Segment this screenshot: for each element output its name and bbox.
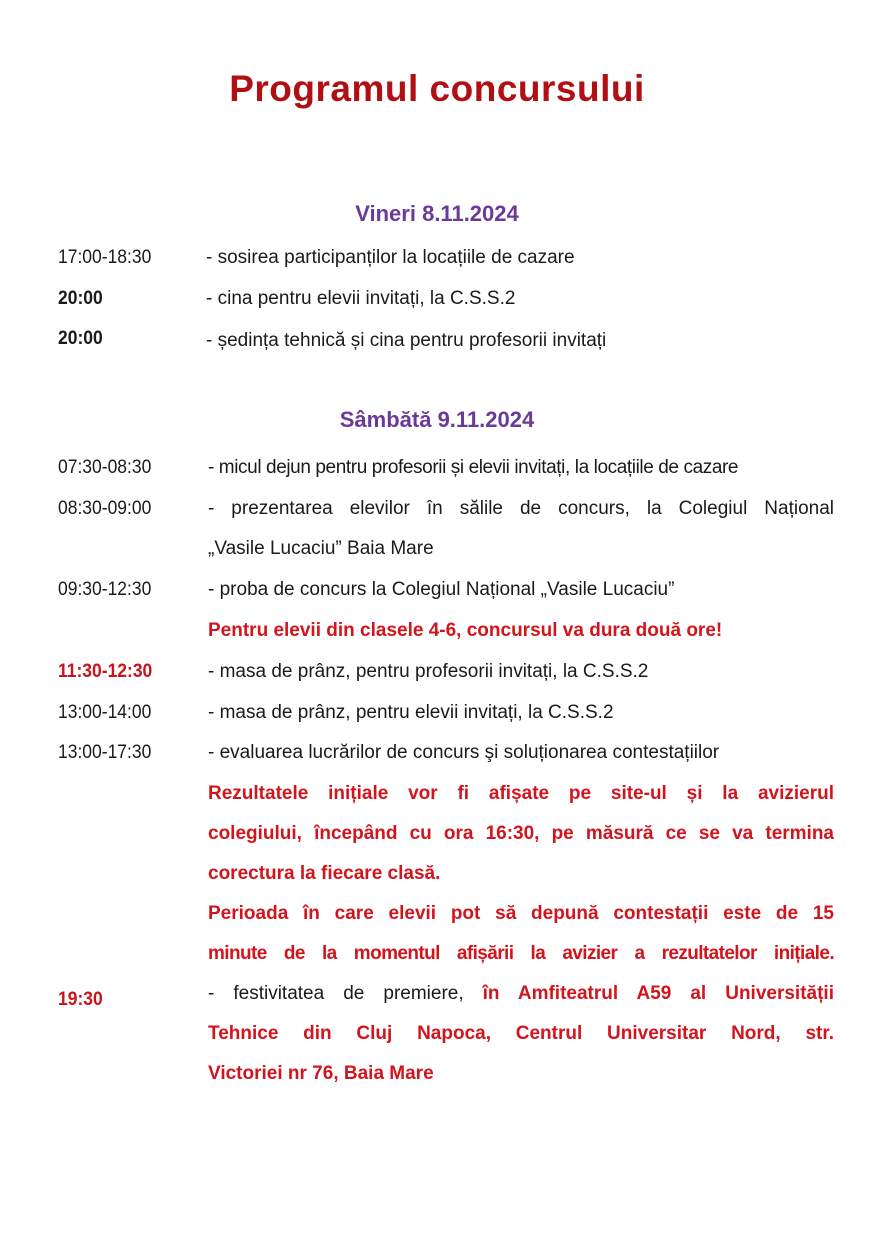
note-line: colegiului, începând cu ora 16:30, pe măsură ce se va termina	[208, 823, 834, 844]
note-line: Perioada în care elevii pot să depună contestații este de 15	[208, 903, 834, 924]
row-description: - evaluarea lucrărilor de concurs şi soluționarea contestațiilor	[208, 742, 720, 763]
row-time: 20:00	[58, 288, 103, 309]
row-description: - cina pentru elevii invitați, la C.S.S.2	[206, 288, 516, 309]
results-note	[208, 774, 834, 974]
schedule-note: Pentru elevii din clasele 4-6, concursul va dura două ore!	[208, 620, 723, 641]
row-time: 13:00-17:30	[58, 742, 152, 763]
row-time: 13:00-14:00	[58, 702, 152, 723]
row-description	[208, 974, 834, 1014]
row-description: - sosirea participanților la locațiile de cazare	[206, 247, 575, 268]
row-time: 19:30	[58, 989, 103, 1010]
row-description: - prezentarea elevilor în sălile de concurs, la Colegiul Național	[208, 498, 834, 519]
row-description: - masa de prânz, pentru elevii invitați, la C.S.S.2	[208, 702, 614, 723]
row-time: 17:00-18:30	[58, 247, 152, 268]
venue-text: în Amfiteatrul A59 al Universității	[482, 983, 834, 1004]
venue-text: Tehnice din Cluj Napoca, Centrul Universitar Nord, str.	[208, 1023, 834, 1044]
row-description: - micul dejun pentru profesorii și elevii invitați, la locațiile de cazare	[208, 457, 739, 478]
row-description: „Vasile Lucaciu” Baia Mare	[208, 538, 434, 559]
day-heading-friday: Vineri 8.11.2024	[355, 201, 519, 226]
page-title: Programul concursului	[229, 68, 645, 109]
row-description: - ședința tehnică și cina pentru profesorii invitați	[206, 330, 607, 351]
venue-text: Victoriei nr 76, Baia Mare	[208, 1063, 434, 1084]
row-description: - masa de prânz, pentru profesorii invitați, la C.S.S.2	[208, 661, 649, 682]
note-line: minute de la momentul afișării la avizier a rezultatelor inițiale.	[208, 943, 834, 964]
description-prefix: - festivitatea de premiere,	[208, 983, 483, 1004]
note-line: corectura la fiecare clasă.	[208, 863, 441, 884]
row-time: 11:30-12:30	[58, 661, 153, 682]
row-description: - proba de concurs la Colegiul Național „Vasile Lucaciu”	[208, 579, 675, 600]
row-time: 08:30-09:00	[58, 498, 152, 519]
row-time: 20:00	[58, 328, 103, 349]
row-time: 07:30-08:30	[58, 457, 152, 478]
note-line: Rezultatele inițiale vor fi afișate pe site-ul și la avizierul	[208, 783, 834, 804]
day-heading-saturday: Sâmbătă 9.11.2024	[339, 407, 535, 432]
row-time: 09:30-12:30	[58, 579, 152, 600]
